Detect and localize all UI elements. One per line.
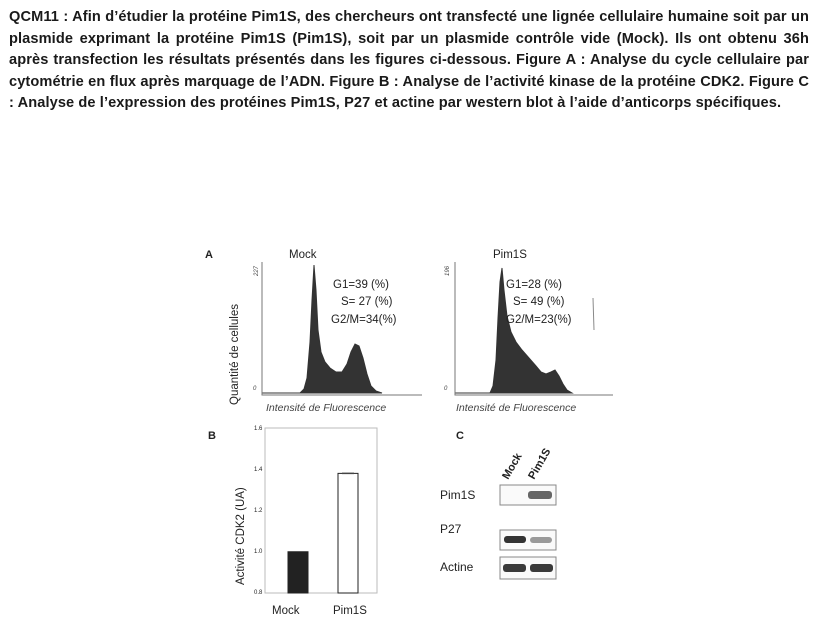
blot-row-pim1s-label: Pim1S: [440, 488, 476, 502]
histogram-mock: [253, 249, 422, 414]
panel-c-label: C: [456, 430, 464, 442]
histogram-pim1s-marker: [593, 298, 594, 330]
histogram-mock-xlabel: Intensité de Fluorescence: [266, 402, 387, 414]
blot-row-actine-label: Actine: [440, 560, 474, 574]
bar-chart-xtick-pim1s: Pim1S: [333, 605, 367, 617]
histogram-pim1s-s: S= 49 (%): [513, 296, 565, 308]
histogram-mock-g1: G1=39 (%): [333, 279, 389, 291]
histogram-mock-s: S= 27 (%): [341, 296, 393, 308]
histogram-pim1s-xlabel: Intensité de Fluorescence: [456, 402, 577, 414]
blot-band: [530, 564, 553, 572]
histogram-pim1s-title: Pim1S: [493, 249, 527, 261]
bar-chart-yticks: [254, 426, 263, 596]
bar-mock: [288, 552, 308, 593]
bar-chart-ytick: 1.4: [254, 467, 263, 473]
histogram-mock-ytick-zero: 0: [253, 386, 257, 392]
blot-lane-mock: Mock: [500, 451, 525, 482]
bar-chart-ytick: 0.8: [254, 590, 263, 596]
histogram-pim1s: [444, 249, 613, 414]
western-blot: [440, 430, 556, 579]
panel-a-label: A: [205, 249, 213, 261]
histogram-pim1s-ytick-max: 196: [445, 265, 451, 276]
question-label: QCM11 :: [9, 9, 69, 25]
histogram-pim1s-ytick-zero: 0: [444, 386, 448, 392]
bar-chart-ylabel: Activité CDK2 (UA): [235, 487, 247, 585]
bar-chart-ytick: 1.0: [254, 549, 263, 555]
question-text: Afin d’étudier la protéine Pim1S, des chercheurs ont transfecté une lignée cellulaire humaine soit par un plasmide exprimant la protéine Pim1S (Pim1S), soit par un plasmide contrôle vide (Mock). Ils ont obtenu 36h après transfection les résultats présentés dans les figures ci-dessous. Figure A : Analyse du cycle cellulaire par cytométrie en flux après marquage de l’ADN. Figure B : Analyse de l’activité kinase de la protéine CDK2. Figure C : Analyse de l’expression des protéines Pim1S, P27 et actine par western blot à l’aide d’anticorps spécifiques.: [9, 9, 809, 112]
bar-pim1s: [338, 473, 358, 593]
blot-band: [530, 537, 552, 543]
bar-chart-frame: [265, 428, 377, 593]
histogram-mock-title: Mock: [289, 249, 317, 261]
bar-chart-bars: [288, 473, 358, 593]
blot-band: [503, 564, 526, 572]
bar-chart-cdk2: [208, 426, 377, 617]
bar-chart-ytick: 1.2: [254, 508, 263, 514]
histogram-pim1s-g2m: G2/M=23(%): [506, 314, 572, 326]
blot-band: [504, 536, 526, 543]
panel-a-ylabel: Quantité de cellules: [229, 303, 241, 405]
bar-chart-xtick-mock: Mock: [272, 605, 300, 617]
histogram-pim1s-g1: G1=28 (%): [506, 279, 562, 291]
panel-b-label: B: [208, 430, 216, 442]
blot-row-p27-label: P27: [440, 522, 462, 536]
bar-chart-ytick: 1.6: [254, 426, 263, 432]
histogram-mock-ytick-max: 227: [254, 265, 260, 276]
histogram-mock-g2m: G2/M=34(%): [331, 314, 397, 326]
blot-lane-pim1s: Pim1S: [526, 446, 554, 482]
blot-band: [528, 491, 552, 499]
